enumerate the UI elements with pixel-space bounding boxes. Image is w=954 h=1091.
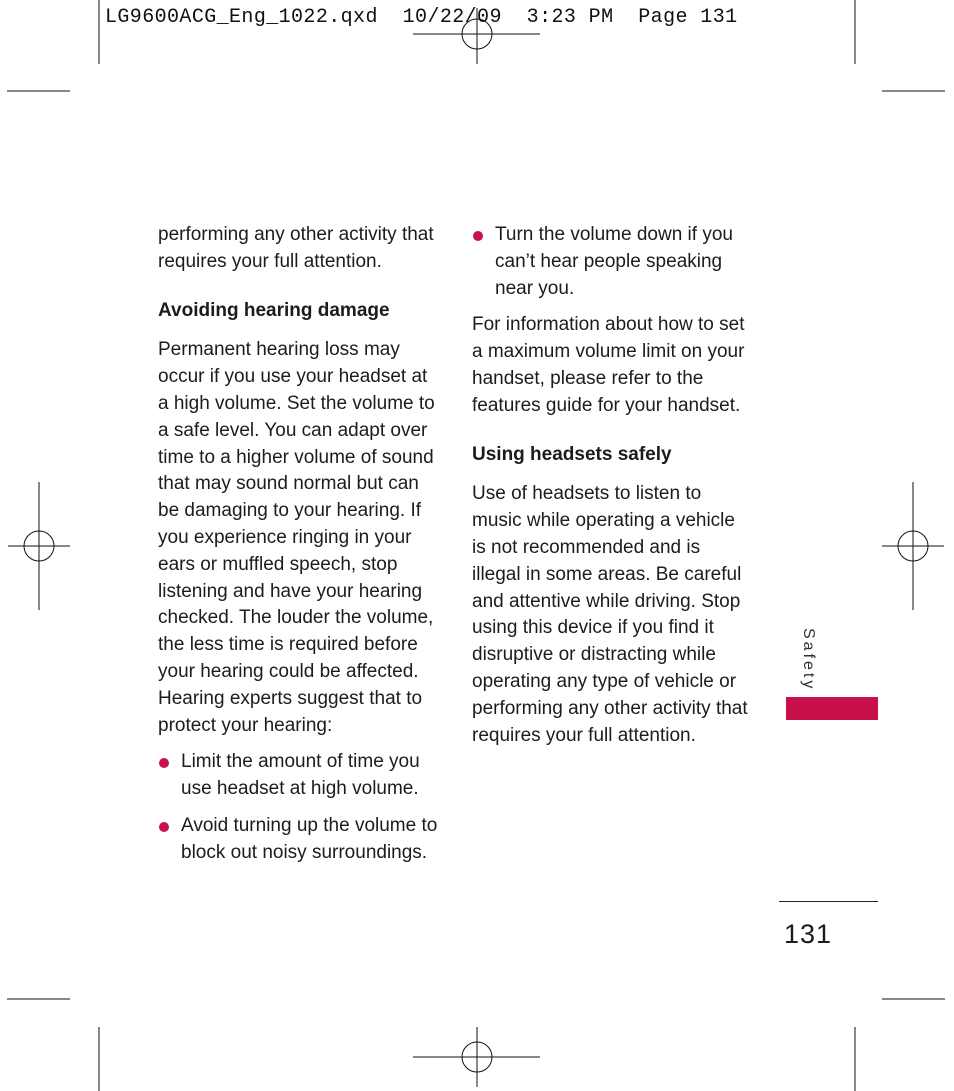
bullet-item xyxy=(158,749,438,803)
bullet-dot-icon xyxy=(473,231,483,241)
bullet-text: Limit the amount of time you use headset at high volume. xyxy=(181,751,420,800)
bullet-dot-icon xyxy=(159,822,169,832)
bullet-item xyxy=(158,813,438,867)
bullet-item xyxy=(472,222,752,302)
section-tab-bar xyxy=(786,697,878,720)
footer-rule xyxy=(779,901,878,902)
bullet-text: Avoid turning up the volume to block out noisy surroundings. xyxy=(181,814,438,863)
heading-headsets-safely: Using headsets safely xyxy=(472,443,672,465)
left-column xyxy=(158,222,438,867)
volume-limit-paragraph: For information about how to set a maximum volume limit on your handset, please refer to the features guide for your handset. xyxy=(472,314,745,416)
headsets-safely-paragraph: Use of headsets to listen to music while operating a vehicle is not recommended and is illegal in some areas. Be careful and attentive while driving. Stop using this device if you find it disruptive or distracting while operating any type of vehicle or performing any other activity that requires your full attention. xyxy=(472,483,748,746)
right-column xyxy=(472,222,752,749)
page-number: 131 xyxy=(784,919,833,949)
hearing-damage-paragraph: Permanent hearing loss may occur if you use your headset at a high volume. Set the volume to a safe level. You can adapt over time to a higher volume of sound that may sound normal but can be damaging to your hearing. If you experience ringing in your ears or muffled speech, stop listening and have your hearing checked. The louder the volume, the less time is required before your hearing could be affected. Hearing experts suggest that to protect your hearing: xyxy=(158,339,435,736)
bullet-dot-icon xyxy=(159,758,169,768)
section-tab-label: Safety xyxy=(800,628,817,692)
heading-hearing-damage: Avoiding hearing damage xyxy=(158,299,390,321)
intro-paragraph: performing any other activity that requires your full attention. xyxy=(158,224,434,272)
print-slug: LG9600ACG_Eng_1022.qxd 10/22/09 3:23 PM Page 131 xyxy=(105,6,738,29)
bullet-text: Turn the volume down if you can’t hear people speaking near you. xyxy=(495,224,733,299)
